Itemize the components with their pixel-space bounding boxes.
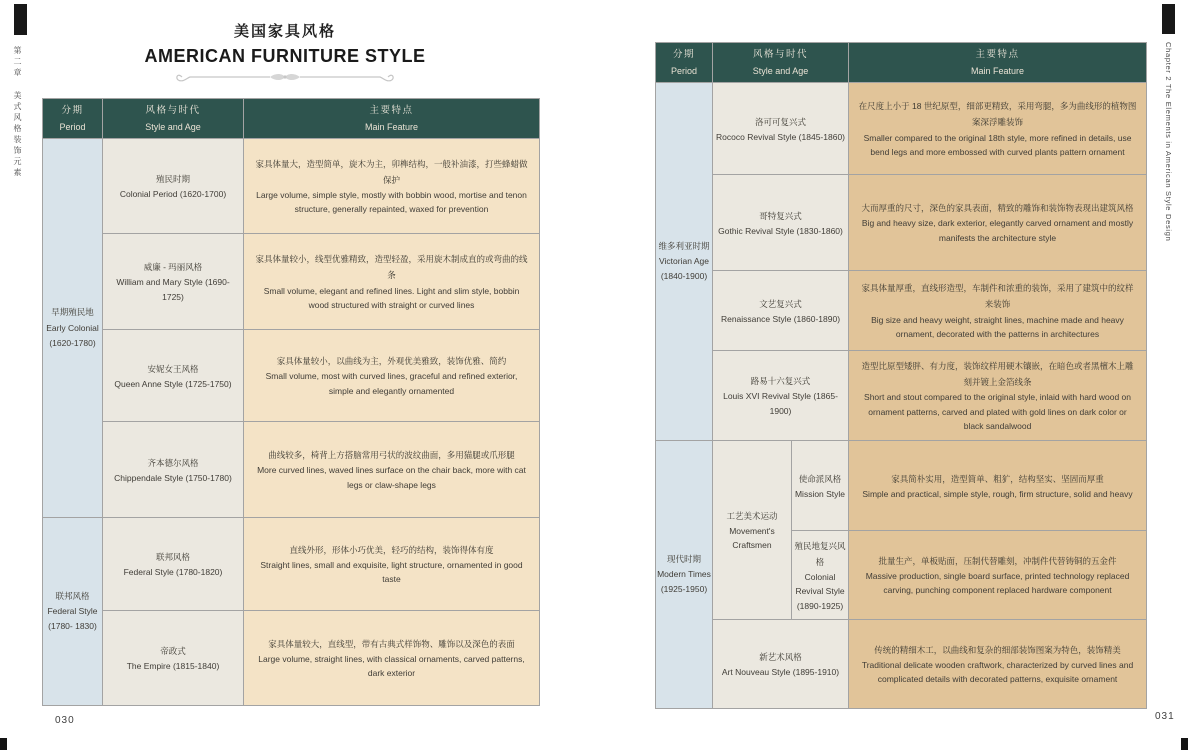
style-cell-chippendale <box>103 422 244 518</box>
style-en: William and Mary Style (1690-1725) <box>116 277 230 302</box>
period-en: Victorian Age <box>659 256 709 267</box>
feature-zh: 家具体量较大，直线型，带有古典式样饰物、雕饰以及深色的表面 <box>268 638 515 649</box>
style-en: Art Nouveau Style (1895-1910) <box>721 667 840 678</box>
style-cell-art-nouveau <box>713 620 849 709</box>
style-cell-renaissance <box>713 271 849 351</box>
feature-cell <box>849 271 1147 351</box>
period-cell-federal <box>43 518 103 706</box>
style-zh: 文艺复兴式 <box>759 298 802 309</box>
style-en: Gothic Revival Style (1830-1860) <box>718 225 843 236</box>
style-cell-gothic-revival <box>713 175 849 271</box>
bottom-left-corner-mark <box>0 738 7 750</box>
period-en: Early Colonial <box>46 322 99 333</box>
header-style-zh: 风格与时代 <box>145 105 201 116</box>
style-zh: 洛可可复兴式 <box>755 116 807 127</box>
page-title-en: AMERICAN FURNITURE STYLE <box>144 46 426 66</box>
style-en: Queen Anne Style (1725-1750) <box>114 378 232 389</box>
style-en: Federal Style (1780-1820) <box>123 567 223 578</box>
header-style-en: Style and Age <box>752 66 809 77</box>
period-en: Modern Times <box>657 569 711 580</box>
style-cell-louis-xvi-revival <box>713 351 849 441</box>
feature-cell <box>849 620 1147 709</box>
feature-cell <box>244 234 540 330</box>
header-main-feature <box>244 99 540 139</box>
style-cell-colonial-period <box>103 139 244 234</box>
style-en: Colonial Period (1620-1700) <box>119 189 227 200</box>
style-cell-queen-anne <box>103 330 244 422</box>
feature-en: Large volume, simple style, mostly with bobbin wood, mortise and tenon structure, generally repainted, waxed for prevention <box>256 190 527 215</box>
table-header-row <box>656 43 1147 83</box>
feature-cell <box>244 611 540 706</box>
style-zh: 齐本德尔风格 <box>147 457 199 468</box>
period-cell-early-colonial <box>43 139 103 518</box>
left-furniture-style-table <box>42 98 540 706</box>
style-zh: 联邦风格 <box>155 552 190 563</box>
header-period <box>43 99 103 139</box>
header-period <box>656 43 713 83</box>
feature-en: Big size and heavy weight, straight lines, machine made and heavy ornament, decorated with the patterns in architectures <box>871 314 1124 339</box>
style-cell-federal <box>103 518 244 611</box>
feature-zh: 家具体量大，造型简单，旋木为主，卯榫结构，一般补油漆，打些蜂蜡做保护 <box>255 158 528 185</box>
right-furniture-style-table <box>655 42 1147 709</box>
feature-cell <box>849 351 1147 441</box>
style-cell-rococo-revival <box>713 83 849 175</box>
period-years: (1780- 1830) <box>48 621 97 632</box>
feature-zh: 大而厚重的尺寸，深色的家具表面，精致的雕饰和装饰物表现出建筑风格 <box>861 203 1134 214</box>
page-number-right: 031 <box>1155 711 1175 722</box>
style-cell-william-mary <box>103 234 244 330</box>
feature-zh: 在尺度上小于 18 世纪原型，细部更精致，采用弯腿，多为曲线形的植物图案深浮雕装饰 <box>858 101 1137 128</box>
left-edge-bar <box>14 4 27 35</box>
table-row <box>43 611 540 706</box>
feature-zh: 家具体量较小，线型优雅精致，造型轻盈，采用旋木制成直的或弯曲的线条 <box>255 254 528 281</box>
page-number-left: 030 <box>55 715 75 726</box>
feature-en: Traditional delicate wooden craftwork, characterized by curved lines and complicated details with decorated patterns, exquisite ornament <box>861 659 1134 685</box>
header-period-zh: 分期 <box>672 49 695 60</box>
style-zh: 使命派风格 <box>798 473 842 484</box>
period-en: Federal Style <box>47 606 98 617</box>
period-zh: 维多利亚时期 <box>658 240 710 251</box>
style-zh: 威廉 - 玛丽风格 <box>143 262 203 273</box>
right-edge-bar <box>1162 4 1175 34</box>
table-row <box>43 139 540 234</box>
style-en: Renaissance Style (1860-1890) <box>720 313 841 324</box>
style-en: The Empire (1815-1840) <box>126 661 220 672</box>
period-zh: 早期殖民地 <box>51 307 94 318</box>
header-style-en: Style and Age <box>145 122 201 133</box>
style-years: (1890-1925) <box>796 600 844 611</box>
style-en: Colonial Revival Style <box>795 571 845 597</box>
header-style-age <box>103 99 244 139</box>
title-flourish-ornament <box>120 70 450 89</box>
feature-cell <box>849 175 1147 271</box>
table-row <box>43 234 540 330</box>
table-row <box>43 518 540 611</box>
header-feature-en: Main Feature <box>364 122 419 133</box>
header-style-zh: 风格与时代 <box>753 49 809 60</box>
feature-cell <box>849 83 1147 175</box>
table-row <box>656 271 1147 351</box>
feature-en: Big and heavy size, dark exterior, elegantly carved ornament and mostly manifests the architecture style <box>861 218 1134 243</box>
period-cell-victorian <box>656 83 713 441</box>
feature-en: Straight lines, small and exquisite, light structure, ornamented in good taste <box>260 559 523 585</box>
header-feature-zh: 主要特点 <box>369 105 414 116</box>
feature-cell <box>244 518 540 611</box>
period-years: (1620-1780) <box>49 337 96 348</box>
feature-en: Smaller compared to the original 18th style, more refined in details, use bend legs and more embossed with curved plants pattern ornament <box>863 132 1132 157</box>
style-en: Chippendale Style (1750-1780) <box>114 472 232 483</box>
page-title <box>120 20 450 89</box>
feature-cell <box>244 330 540 422</box>
feature-zh: 直线外形，形体小巧优美，轻巧的结构，装饰得体有度 <box>289 544 494 555</box>
table-row <box>656 83 1147 175</box>
bottom-right-corner-mark <box>1181 738 1188 750</box>
group-zh: 工艺美术运动 <box>726 510 778 521</box>
period-years: (1925-1950) <box>660 584 708 595</box>
feature-en: Small volume, elegant and refined lines. Light and slim style, bobbin wood structured with straight or curved lines <box>263 285 520 310</box>
style-zh: 新艺术风格 <box>759 652 802 663</box>
feature-zh: 造型比原型矮胖、有力度，装饰纹样用硬木镶嵌，在暗色或者黑檀木上雕刻并镀上金箔线条 <box>861 361 1134 388</box>
feature-en: More curved lines, waved lines surface on the chair back, more with cat legs or claw-shape legs <box>257 465 526 490</box>
header-main-feature <box>849 43 1147 83</box>
period-years: (1840-1900) <box>660 271 708 282</box>
header-period-zh: 分期 <box>61 105 84 116</box>
style-cell-mission <box>792 441 849 531</box>
feature-en: Large volume, straight lines, with classical ornaments, carved patterns, dark exterior <box>258 653 525 679</box>
feature-cell <box>244 422 540 518</box>
period-cell-modern-times <box>656 441 713 709</box>
header-feature-en: Main Feature <box>971 66 1025 77</box>
table-row <box>656 620 1147 709</box>
table-row <box>656 441 1147 531</box>
feature-en: Simple and practical, simple style, rough, firm structure, solid and heavy <box>862 488 1133 499</box>
feature-cell <box>244 139 540 234</box>
style-en: Louis XVI Revival Style (1865-1900) <box>723 391 838 416</box>
page-title-zh: 美国家具风格 <box>233 23 336 40</box>
style-cell-empire <box>103 611 244 706</box>
feature-en: Massive production, single board surface, printed technology replaced carving, punching component replaced hardware component <box>865 570 1130 596</box>
table-row <box>43 330 540 422</box>
header-feature-zh: 主要特点 <box>975 49 1020 60</box>
style-zh: 帝政式 <box>160 646 186 657</box>
style-cell-colonial-revival <box>792 531 849 620</box>
style-zh: 安妮女王风格 <box>147 363 199 374</box>
style-zh: 路易十六复兴式 <box>750 376 811 387</box>
style-en: Mission Style <box>794 488 846 499</box>
table-row <box>656 351 1147 441</box>
style-group-cell-arts-and-crafts <box>713 441 792 620</box>
feature-zh: 批量生产，单板贴面，压制代替雕刻，冲制件代替铸铜的五金件 <box>878 555 1117 566</box>
feature-zh: 传统的精细木工，以曲线和复杂的细部装饰图案为特色，装饰精美 <box>874 644 1121 655</box>
feature-cell <box>849 441 1147 531</box>
table-header-row <box>43 99 540 139</box>
style-en: Rococo Revival Style (1845-1860) <box>716 131 845 142</box>
feature-zh: 家具简朴实用，造型简单、粗犷，结构坚实、坚固而厚重 <box>891 473 1104 484</box>
style-zh: 殖民地复兴风格 <box>794 540 846 567</box>
left-spine-chapter-text: 第二章 美式风格装饰元素 <box>13 46 22 179</box>
header-period-en: Period <box>59 122 86 133</box>
feature-zh: 家具体量厚重，直线形造型，车制件和浓重的装饰，采用了建筑中的纹样来装饰 <box>861 283 1134 310</box>
right-spine-chapter-text: Chapter 2 The Elements in American Style Design <box>1164 42 1173 242</box>
feature-en: Small volume, most with curved lines, graceful and refined exterior, simple and elegantly ornamented <box>265 371 518 396</box>
period-zh: 现代时期 <box>666 553 701 564</box>
feature-en: Short and stout compared to the original style, inlaid with hard wood on ornament patterns, carved and plated with gold lines on dark color or black sandalwood <box>864 392 1131 432</box>
group-en: Movement's Craftsmen <box>729 525 775 551</box>
header-style-age <box>713 43 849 83</box>
style-zh: 哥特复兴式 <box>759 210 802 221</box>
feature-zh: 家具体量较小，以曲线为主，外观优美雅致，装饰优雅、简约 <box>276 356 507 367</box>
style-zh: 殖民时期 <box>155 174 190 185</box>
table-row <box>43 422 540 518</box>
feature-cell <box>849 531 1147 620</box>
table-row <box>656 175 1147 271</box>
period-zh: 联邦风格 <box>55 590 90 601</box>
feature-zh: 曲线较多，椅背上方搭脑常用弓状的波纹曲面，多用猫腿或爪形腿 <box>268 450 515 461</box>
header-period-en: Period <box>670 66 697 77</box>
